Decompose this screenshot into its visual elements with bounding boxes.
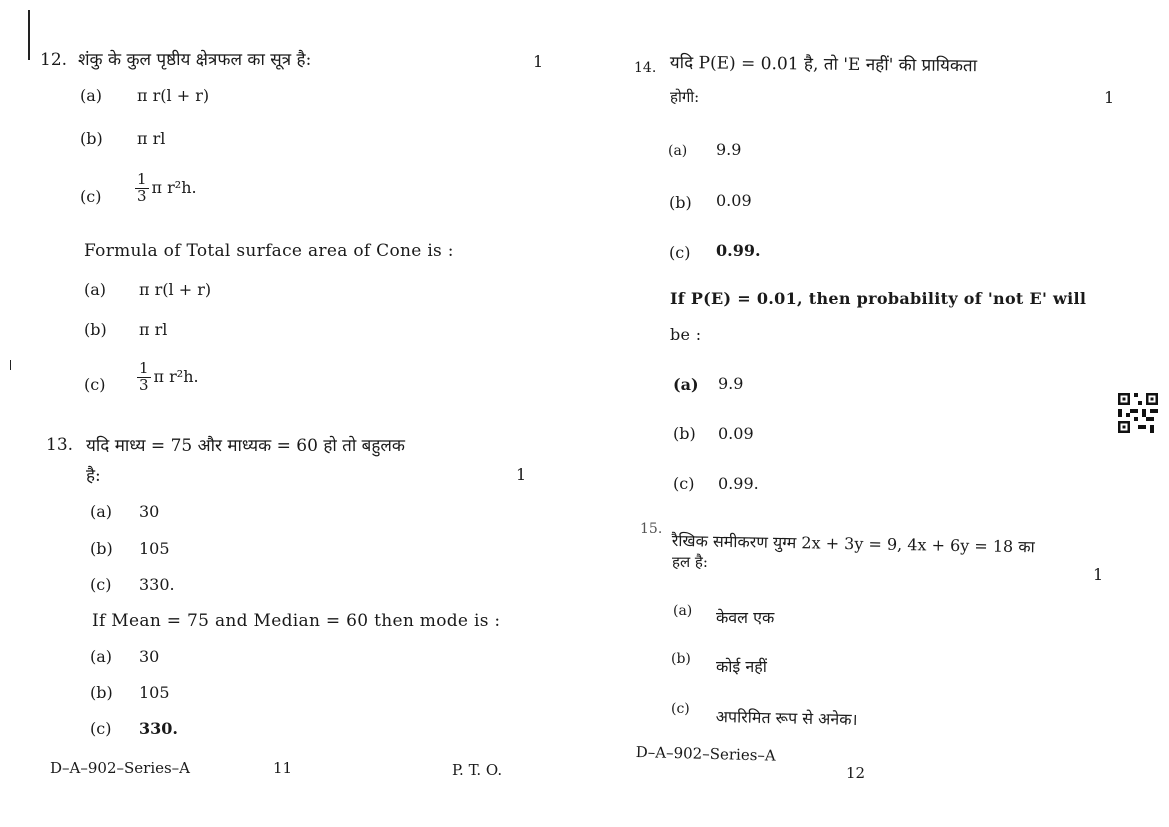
option-label: (b): [90, 539, 113, 558]
option-value: 9.9: [716, 140, 742, 159]
option-value: 0.09: [718, 424, 754, 443]
margin-dot: [10, 360, 11, 370]
question-text-hindi: यदि माध्य = 75 और माध्यक = 60 हो तो बहुलक: [86, 436, 405, 456]
question-text-hindi: यदि P(E) = 0.01 है, तो 'E नहीं' की प्रायिकता: [669, 52, 978, 77]
question-number: 14.: [634, 60, 657, 76]
fraction-denominator: 3: [137, 186, 147, 205]
option-label: (b): [90, 683, 113, 702]
option-formula: π rl: [139, 320, 168, 339]
footer-page-number: 11: [273, 759, 293, 777]
option-label: (b): [84, 320, 107, 339]
option-formula-fraction: [137, 361, 199, 394]
formula-rest: π r²h.: [153, 366, 199, 386]
option-label: (a): [673, 603, 693, 619]
option-value: 0.09: [716, 191, 752, 210]
option-value: अपरिमित रूप से अनेक।: [715, 706, 858, 729]
question-text-hindi: शंकु के कुल पृष्ठीय क्षेत्रफल का सूत्र है:: [78, 50, 312, 70]
option-label: (c): [671, 701, 690, 717]
option-value: 105: [139, 683, 170, 702]
option-value: केवल एक: [716, 608, 775, 627]
option-value: कोई नहीं: [716, 657, 767, 676]
question-marks: 1: [1093, 565, 1104, 584]
question-marks: 1: [516, 465, 527, 484]
option-label: (c): [90, 575, 112, 594]
question-number: 13.: [46, 435, 74, 455]
question-text-english: If Mean = 75 and Median = 60 then mode is :: [92, 611, 501, 631]
option-label: (c): [90, 719, 112, 738]
option-label: (a): [668, 143, 688, 159]
option-value: 30: [139, 647, 160, 666]
fraction-numerator: 1: [137, 170, 147, 188]
question-text-hindi: रैखिक समीकरण युग्म 2x + 3y = 9, 4x + 6y = 18 का: [671, 530, 1035, 557]
option-formula: π rl: [137, 129, 166, 148]
question-number: 12.: [40, 50, 68, 70]
option-value: 0.99.: [718, 474, 759, 493]
question-marks: 1: [1104, 88, 1115, 107]
option-label: (b): [80, 129, 103, 148]
question-text-hindi: है:: [86, 466, 101, 486]
option-label: (a): [84, 280, 107, 299]
question-number: 15.: [640, 521, 663, 537]
option-label: (b): [671, 651, 691, 667]
option-formula-fraction: [135, 172, 197, 205]
fraction-denominator: 3: [139, 375, 149, 394]
option-label: (c): [669, 243, 691, 262]
option-label: (b): [673, 424, 696, 443]
footer-page-number: 12: [846, 764, 866, 782]
option-label: (b): [669, 193, 692, 212]
option-value: 330.: [139, 575, 175, 594]
margin-line: [28, 10, 30, 60]
question-text-hindi: होगी:: [670, 88, 700, 106]
option-formula: π r(l + r): [139, 280, 212, 299]
option-label: (c): [673, 474, 695, 493]
option-value: 330.: [139, 719, 178, 738]
footer-code: D–A–902–Series–A: [635, 743, 776, 765]
fraction-numerator: 1: [139, 359, 149, 377]
option-label: (a): [673, 375, 699, 394]
option-label: (a): [90, 502, 113, 521]
question-marks: 1: [533, 52, 544, 71]
option-value: 9.9: [718, 374, 744, 393]
option-value: 30: [139, 502, 160, 521]
option-label: (c): [80, 187, 102, 206]
fraction: [137, 361, 151, 394]
fraction: [135, 172, 149, 205]
question-text-english: be :: [670, 325, 702, 344]
footer-pto: P. T. O.: [452, 761, 503, 779]
question-text-english: If P(E) = 0.01, then probability of 'not E' will: [670, 289, 1087, 308]
option-value: 105: [139, 539, 170, 558]
option-label: (a): [90, 647, 113, 666]
option-formula: π r(l + r): [137, 86, 210, 105]
option-value: 0.99.: [716, 241, 761, 260]
formula-rest: π r²h.: [151, 177, 197, 197]
option-label: (c): [84, 375, 106, 394]
footer-code: D–A–902–Series–A: [50, 759, 191, 777]
question-text-english: Formula of Total surface area of Cone is :: [84, 241, 454, 261]
question-text-hindi: हल है:: [672, 553, 708, 571]
option-label: (a): [80, 86, 103, 105]
qr-code-icon: [1118, 393, 1158, 433]
